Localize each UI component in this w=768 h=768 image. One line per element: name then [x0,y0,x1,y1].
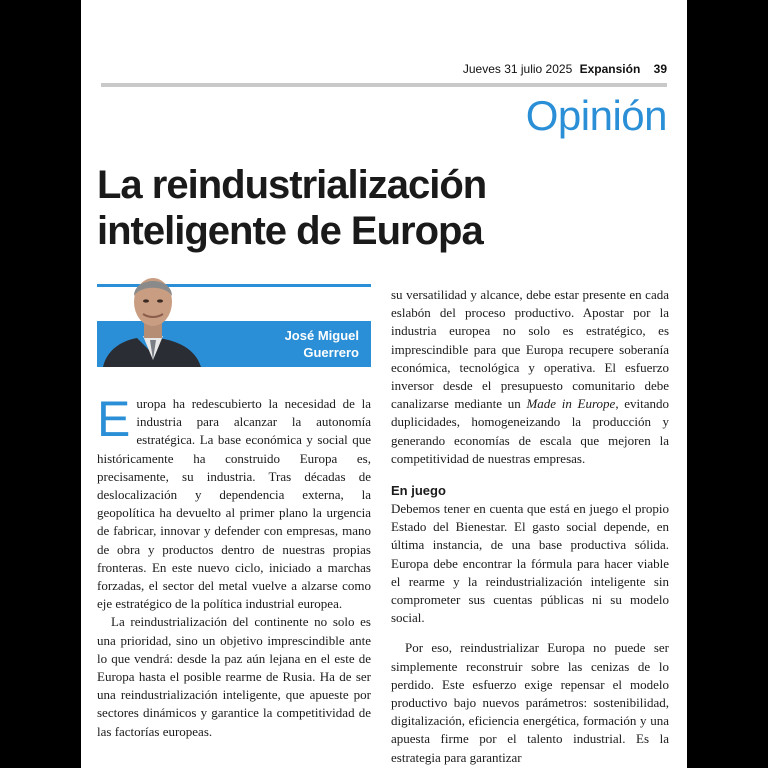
emphasis: Made in Europe [526,396,616,412]
newspaper-page [81,0,687,768]
author-name [219,327,359,361]
paragraph-text: su versatilidad y alcance, debe estar presente en cada eslabón del proceso productivo. Apostar por la industria europea no solo es estratégico, es imprescindible para que Europa recupere soberanía económica, tecnológica y operativa. El esfuerzo inversor desde el presupuesto comunitario debe canalizarse mediante un [391,287,669,412]
publication-name: Expansión [579,62,641,76]
issue-date: Jueves 31 julio 2025 [462,62,573,76]
paragraph [97,391,371,613]
header-rule [101,83,667,87]
paragraph: Por eso, reindustrializar Europa no puede ser simplemente reconstruir sobre las cenizas de lo perdido. Este esfuerzo exige repensar el modelo productivo bajo nuevos parámetros: sostenibilidad, digitalización, eficiencia energética, formación y una apuesta firme por el talento industrial. Es la estrategia para garantizar [391,640,669,765]
author-photo [97,270,209,367]
page-header [81,62,667,82]
author-last-name: Guerrero [303,345,359,360]
author-first-name: José Miguel [284,328,359,343]
paragraph-text: , evitando duplicidades, homogeneizando la producción y generando economías de escala que mejoren la competitividad de nuestras empresas. [391,396,670,466]
paragraph-text: uropa ha redescubierto la necesidad de la industria para alcanzar la autonomía estratégica. La base económica y social que históricamente ha construido Europa es, precisamente, su industria. Tras décadas de deslocalización y dependencia externa, la geopolítica ha devuelto al primer plano la urgencia de fabricar, innovar y defender con empresas, mano de obra y productos dentro de nuestras propias fronteras. En este nuevo ciclo, iniciado a marchas forzadas, el sector del metal vuelve a alzarse como eje estratégico de la política industrial europea. [97,396,371,612]
article-headline [97,162,657,254]
paragraph [391,286,669,468]
paragraph: La reindustrialización del continente no solo es una prioridad, sino un objetivo imprescindible ante lo que vendrá: desde la paz aún lejana en el este de Europa hasta el posible rearme de Rusia. Ha de ser una reindustrialización inteligente, que apueste por sectores dinámicos y garantice la competitividad de las factorías europeas. [97,614,371,739]
paragraph: Debemos tener en cuenta que está en juego el propio Estado del Bienestar. El gasto social depende, en última instancia, de una base productiva sólida. Europa debe encontrar la fórmula para hacer viable el rearme y la reindustrialización inteligente sin comprometer sus cuentas públicas ni su modelo social. [391,501,669,626]
headline-line-2: inteligente de Europa [97,209,483,253]
article-column-2 [391,286,669,767]
section-title: Opinión [525,92,667,139]
subheading: En juego [391,483,446,499]
page-number: 39 [653,62,667,76]
article-column-1 [97,391,371,741]
drop-cap: E [97,391,131,447]
headline-line-1: La reindustrialización [97,163,487,207]
